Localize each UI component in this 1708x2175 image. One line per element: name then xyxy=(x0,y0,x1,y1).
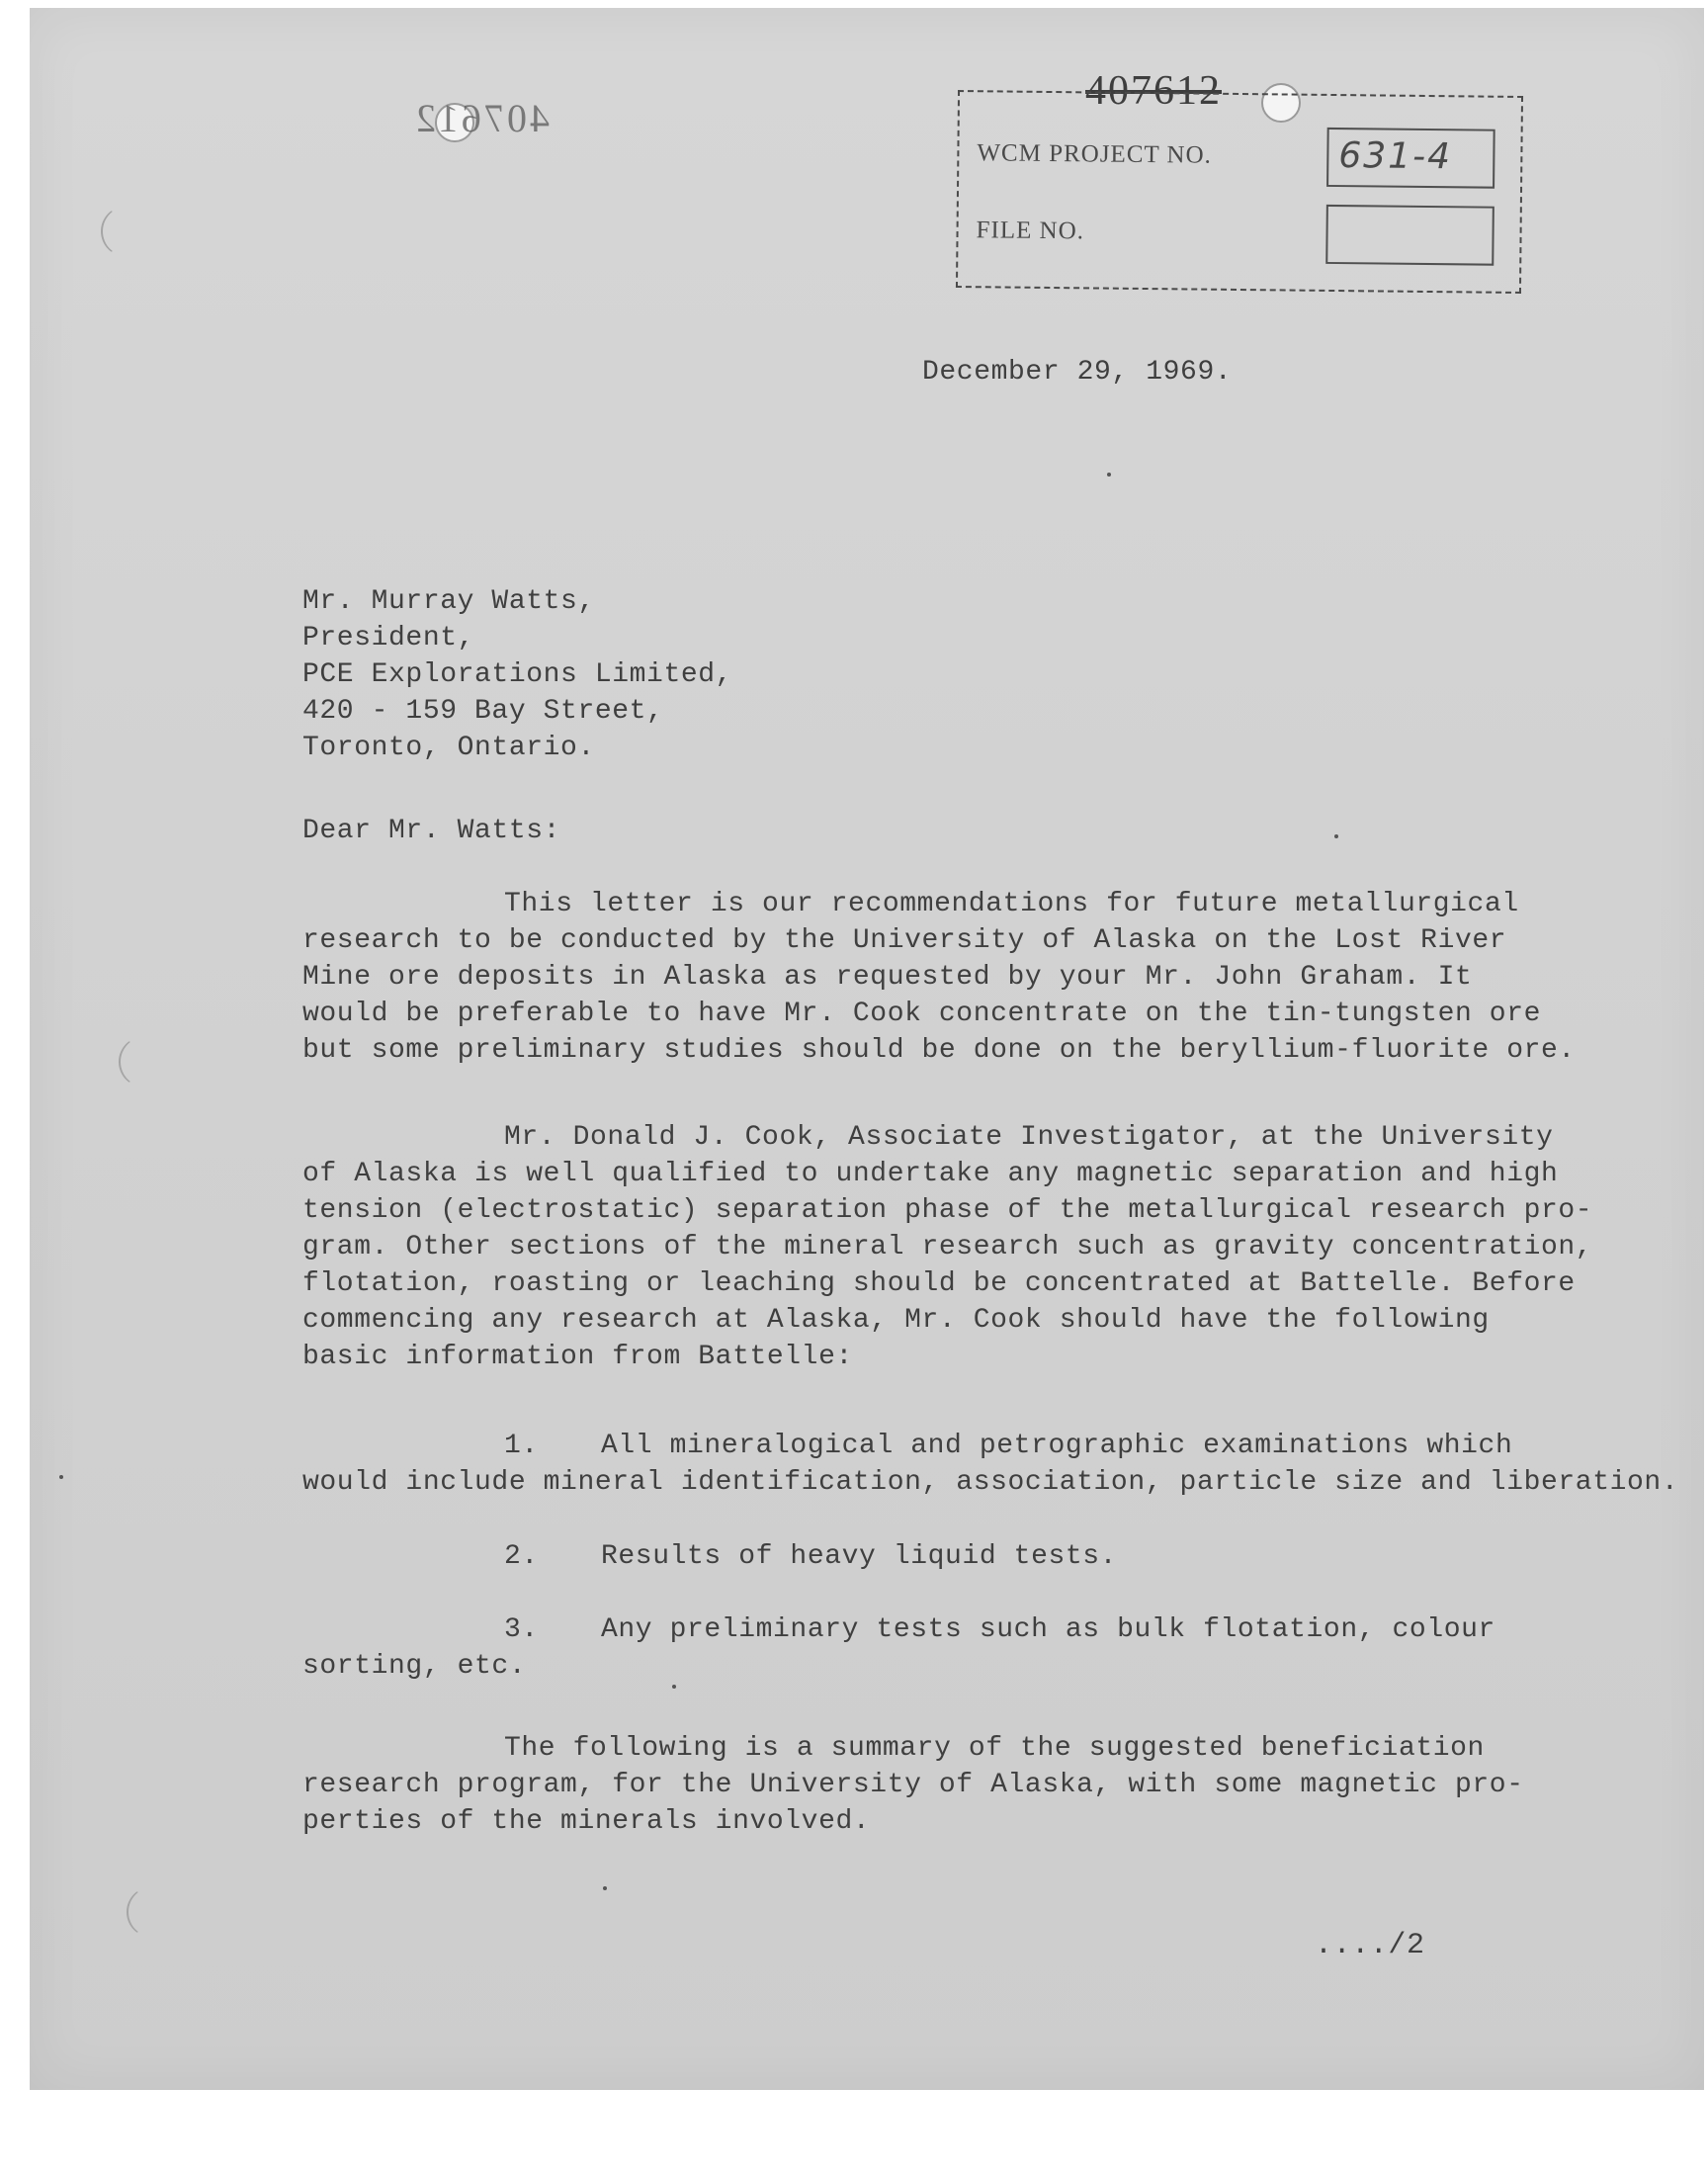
page-continuation-marker: ..../2 xyxy=(1315,1929,1425,1962)
paragraph-line: The following is a summary of the suggested beneficiation xyxy=(504,1733,1485,1764)
paragraph-line: commencing any research at Alaska, Mr. Cook should have the following xyxy=(302,1305,1490,1336)
paragraph-line: flotation, roasting or leaching should be concentrated at Battelle. Before xyxy=(302,1268,1576,1299)
list-item-2 xyxy=(302,1538,1117,1575)
paragraph-intro xyxy=(302,886,1576,1069)
paragraph-line: research program, for the University of Alaska, with some magnetic pro- xyxy=(302,1770,1524,1800)
list-item-text: Results of heavy liquid tests. xyxy=(601,1541,1118,1572)
paragraph-summary xyxy=(302,1730,1524,1840)
address-line: PCE Explorations Limited, xyxy=(302,659,733,690)
paragraph-line: of Alaska is well qualified to undertake any magnetic separation and high xyxy=(302,1159,1559,1189)
paragraph-line: tension (electrostatic) separation phase of the metallurgical research pro- xyxy=(302,1195,1593,1226)
list-item-number: 2. xyxy=(504,1541,539,1572)
list-item-continuation: would include mineral identification, association, particle size and liberation. xyxy=(302,1467,1679,1498)
list-item-number: 1. xyxy=(504,1431,539,1461)
file-number-box xyxy=(1325,205,1494,266)
paragraph-investigator xyxy=(302,1119,1592,1375)
list-item-number: 3. xyxy=(504,1614,539,1645)
speck xyxy=(1334,834,1338,838)
project-number-value: 631-4 xyxy=(1338,135,1453,178)
address-line: 420 - 159 Bay Street, xyxy=(302,696,664,727)
list-item-1 xyxy=(302,1428,1678,1501)
address-line: Mr. Murray Watts, xyxy=(302,586,595,617)
speck xyxy=(603,1886,607,1890)
project-number-label: WCM PROJECT NO. xyxy=(977,139,1213,169)
recipient-address xyxy=(302,583,732,766)
binder-ring-mark xyxy=(101,206,153,257)
speck xyxy=(59,1475,63,1479)
letter-page xyxy=(30,8,1704,2090)
archive-number-bleedthrough: 407612 xyxy=(413,96,550,140)
archive-number: 407612 xyxy=(1085,68,1222,114)
salutation: Dear Mr. Watts: xyxy=(302,816,561,846)
binder-ring-mark xyxy=(127,1886,179,1938)
paragraph-line: research to be conducted by the University of Alaska on the Lost River xyxy=(302,925,1507,956)
project-stamp xyxy=(956,90,1523,294)
paragraph-line: This letter is our recommendations for future metallurgical xyxy=(504,889,1519,919)
file-number-label: FILE NO. xyxy=(976,217,1085,245)
list-item-text: All mineralogical and petrographic examinations which xyxy=(601,1431,1513,1461)
letter-date: December 29, 1969. xyxy=(922,357,1233,388)
paragraph-line: perties of the minerals involved. xyxy=(302,1806,871,1837)
paragraph-line: but some preliminary studies should be done on the beryllium-fluorite ore. xyxy=(302,1035,1576,1066)
binder-ring-mark xyxy=(119,1036,171,1088)
list-item-text: Any preliminary tests such as bulk flotation, colour xyxy=(601,1614,1495,1645)
speck xyxy=(672,1685,676,1689)
paragraph-line: Mine ore deposits in Alaska as requested by your Mr. John Graham. It xyxy=(302,962,1473,993)
address-line: Toronto, Ontario. xyxy=(302,733,595,763)
paragraph-line: basic information from Battelle: xyxy=(302,1342,853,1372)
list-item-3 xyxy=(302,1611,1495,1685)
address-line: President, xyxy=(302,623,475,653)
paragraph-line: gram. Other sections of the mineral research such as gravity concentration, xyxy=(302,1232,1593,1262)
paragraph-line: would be preferable to have Mr. Cook concentrate on the tin-tungsten ore xyxy=(302,999,1541,1029)
speck xyxy=(1107,473,1111,477)
list-item-continuation: sorting, etc. xyxy=(302,1651,527,1682)
project-number-box xyxy=(1326,128,1495,189)
paragraph-line: Mr. Donald J. Cook, Associate Investigator, at the University xyxy=(504,1122,1554,1153)
